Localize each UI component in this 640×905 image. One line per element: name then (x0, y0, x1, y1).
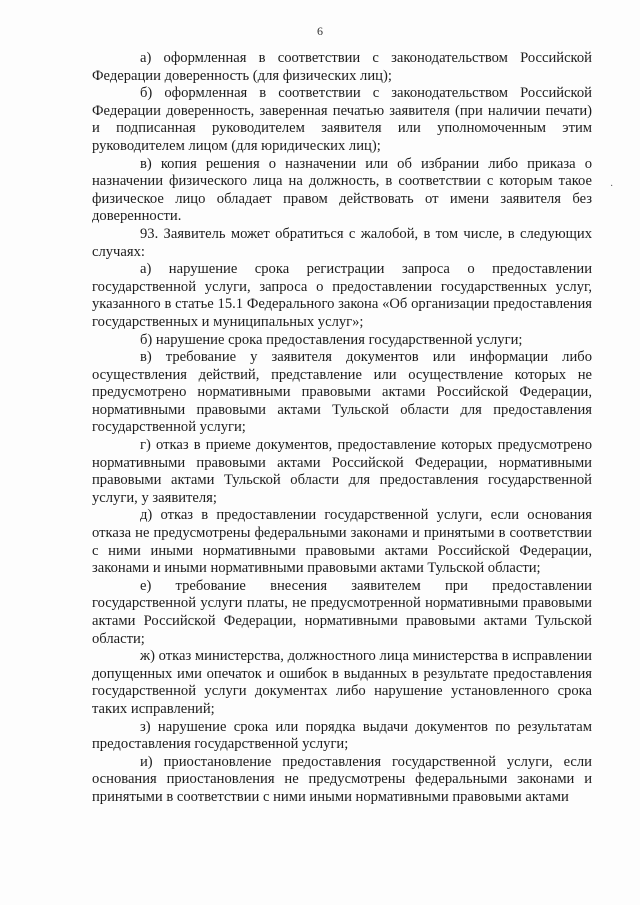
paragraph: д) отказ в предоставлении государственной услуги, если основания отказа не предусмотрены федеральными законами и принятыми в соответствии с ними иными нормативными правовыми актами Российской Федерации, законами и иными нормативными правовыми актами Тульской области; (92, 507, 592, 577)
paragraph: б) оформленная в соответствии с законодательством Российской Федерации доверенность, заверенная печатью заявителя (при наличии печати) и подписанная руководителем заявителя или уполномоченным этим руководителем лицом (для юридических лиц); (92, 85, 592, 154)
paragraph: ж) отказ министерства, должностного лица министерства в исправлении допущенных ими опечаток и ошибок в выданных в результате предоставления государственной услуги документах либо нарушение установленного срока таких исправлений; (92, 648, 592, 717)
paragraph: и) приостановление предоставления государственной услуги, если основания приостановления не предусмотрены федеральными законами и принятыми в соответствии с ними иными нормативными правовыми актами (92, 753, 592, 805)
paragraph: з) нарушение срока или порядка выдачи документов по результатам предоставления государственной услуги; (92, 718, 592, 753)
margin-mark: · (610, 181, 614, 192)
page-number: 6 (317, 24, 323, 38)
paragraph: в) копия решения о назначении или об избрании либо приказа о назначении физического лица на должность, в соответствии с которым такое физическое лицо обладает правом действовать от имени заявителя без доверенности. (92, 155, 592, 225)
document-body (92, 50, 592, 807)
paragraph: е) требование внесения заявителем при предоставлении государственной услуги платы, не предусмотренной нормативными правовыми актами Российской Федерации, нормативными правовыми актами Тульской области; (92, 577, 592, 647)
paragraph: а) нарушение срока регистрации запроса о предоставлении государственной услуги, запроса о предоставлении государственных услуг, указанного в статье 15.1 Федерального закона «Об организации предоставления государственных и муниципальных услуг»; (92, 261, 592, 330)
paragraph: г) отказ в приеме документов, предоставление которых предусмотрено нормативными правовыми актами Российской Федерации, нормативными правовыми актами Тульской области для предоставления государственной услуги, у заявителя; (92, 437, 592, 506)
paragraph: а) оформленная в соответствии с законодательством Российской Федерации доверенность (для физических лиц); (92, 50, 592, 84)
paragraph: в) требование у заявителя документов или информации либо осуществления действий, представление или осуществление которых не предусмотрено нормативными правовыми актами Российской Федерации, нормативными правовыми актами Тульской области для предоставления государственной услуги; (92, 349, 592, 436)
paragraph: 93. Заявитель может обратиться с жалобой, в том числе, в следующих случаях: (92, 225, 592, 260)
paragraph: б) нарушение срока предоставления государственной услуги; (140, 331, 523, 348)
